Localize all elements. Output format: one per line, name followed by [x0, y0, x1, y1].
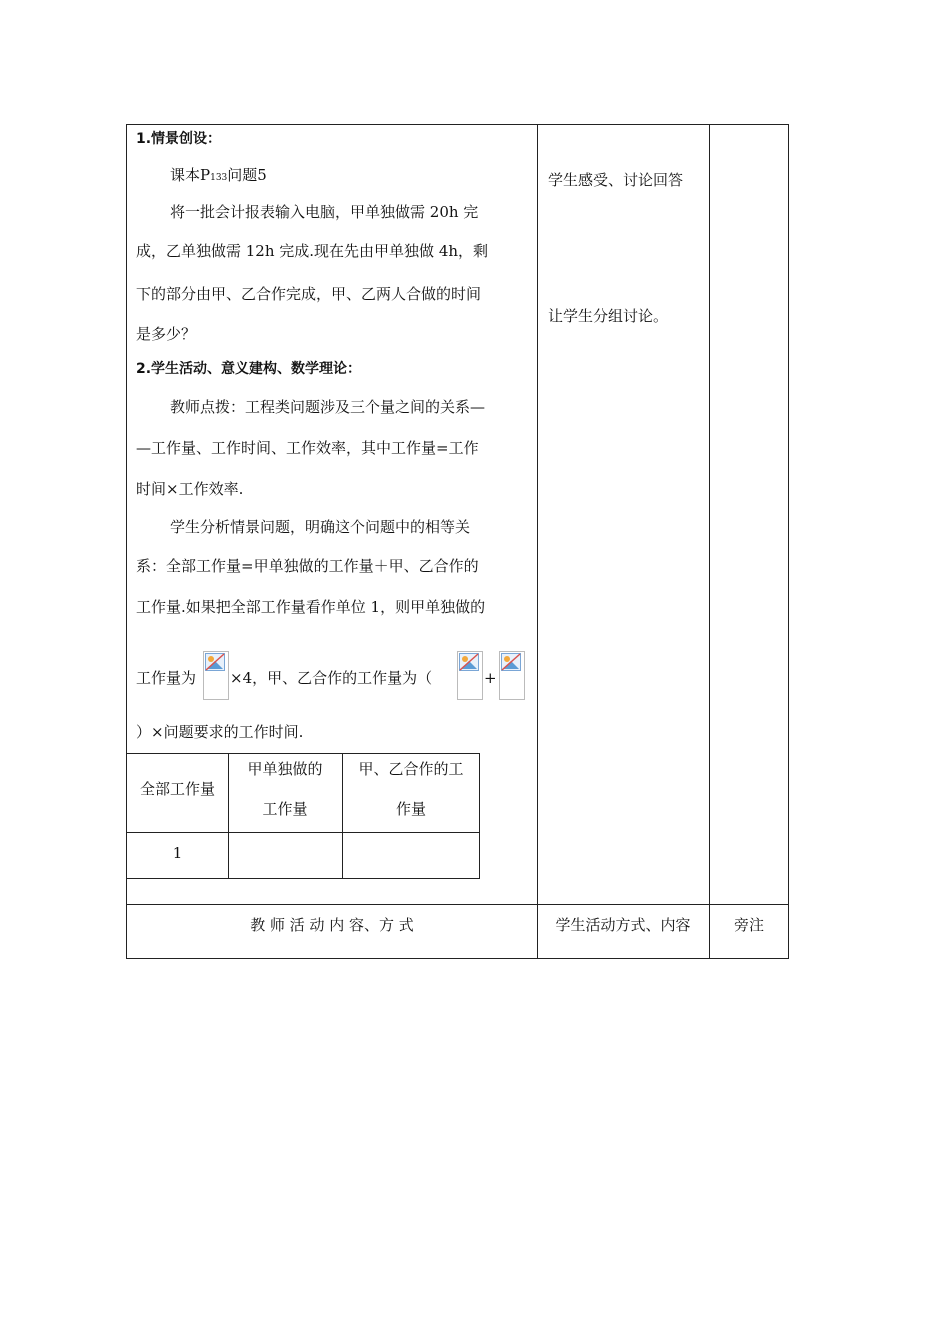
header-joint-work-line2: 作量	[395, 800, 426, 818]
student-response-text: 学生感受、讨论回答	[548, 171, 684, 189]
problem-line: 下的部分由甲、乙合作完成，甲、乙两人合做的时间	[136, 285, 482, 303]
column-divider	[537, 125, 538, 958]
formula-text-a: 工作量为	[136, 669, 197, 687]
textbook-reference	[170, 165, 267, 188]
formula-text-b: ×4，甲、乙合作的工作量为（	[230, 669, 433, 687]
lesson-table	[126, 124, 789, 959]
ref-suffix: 问题5	[227, 166, 267, 184]
work-quantity-table	[127, 753, 480, 879]
header-joint-work-line1: 甲、乙合作的工	[358, 760, 464, 778]
body-line: 系：全部工作量=甲单独做的工作量＋甲、乙合作的	[136, 557, 479, 575]
section1-heading: 1.情景创设：	[136, 131, 222, 147]
fraction-image-icon	[203, 651, 229, 700]
formula-text-c: +	[484, 669, 497, 687]
broken-image-icon	[459, 653, 479, 671]
ref-prefix: 课本P	[170, 166, 211, 184]
fraction-image-icon	[457, 651, 483, 700]
body-line: —工作量、工作时间、工作效率，其中工作量=工作	[136, 439, 479, 457]
broken-image-icon	[501, 653, 521, 671]
ref-subscript: 133	[210, 173, 228, 183]
broken-image-icon	[205, 653, 225, 671]
header-total-work: 全部工作量	[139, 780, 215, 798]
column-divider	[709, 125, 710, 958]
fraction-image-icon	[499, 651, 525, 700]
problem-line: 成，乙单独做需 12h 完成.现在先由甲单独做 4h，剩	[136, 242, 489, 260]
footer-student-label: 学生活动方式、内容	[555, 916, 691, 934]
footer-note-label: 旁注	[733, 916, 764, 934]
formula-text-d: ）×问题要求的工作时间.	[136, 723, 304, 741]
body-line: 时间×工作效率.	[136, 480, 244, 498]
header-jia-work-line1: 甲单独做的	[247, 760, 323, 778]
cell-total-work: 1	[172, 844, 183, 862]
inner-row-divider	[127, 832, 479, 833]
header-jia-work-line2: 工作量	[262, 800, 308, 818]
body-line: 工作量.如果把全部工作量看作单位 1，则甲单独做的	[136, 598, 486, 616]
body-line: 学生分析情景问题，明确这个问题中的相等关	[170, 518, 471, 536]
section2-heading: 2.学生活动、意义建构、数学理论：	[136, 361, 362, 377]
problem-line: 是多少？	[136, 325, 197, 343]
student-group-discussion-text: 让学生分组讨论。	[548, 307, 669, 325]
problem-line: 将一批会计报表输入电脑，甲单独做需 20h 完	[170, 203, 479, 221]
body-line: 教师点拨：工程类问题涉及三个量之间的关系—	[170, 398, 486, 416]
footer-teacher-label: 教 师 活 动 内 容、方 式	[250, 916, 414, 934]
footer-row-divider	[127, 904, 788, 905]
